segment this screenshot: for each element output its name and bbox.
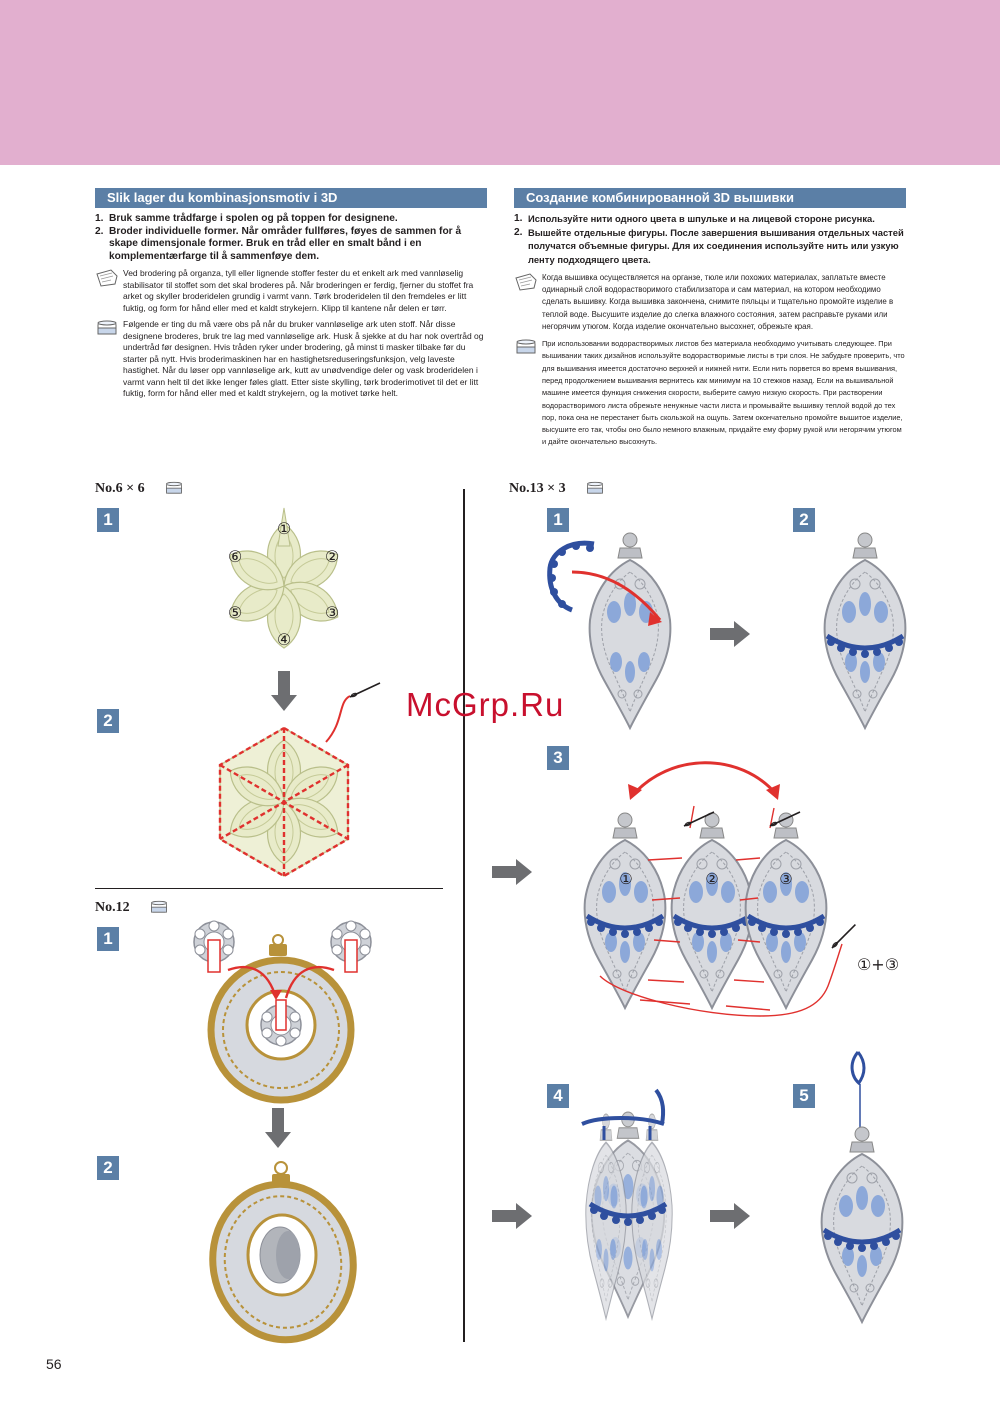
step-text: Вышейте отдельные фигуры. После завершения вышивания отдельных частей получатся объемные фигуры. Для их соединения используйте нить или узкую ленту подходящего цвета. <box>528 226 904 265</box>
model-title-text: No.13 × 3 <box>509 481 566 497</box>
step-box: 3 <box>547 746 569 770</box>
note-text: При использовании водорастворимых листов без материала необходимо учитывать следующее. При вышивании таких дизайнов используйте водорастворимые листы в три слоя. Не забудьте проверить, что для вышивания имеется достаточно верхней и нижней нити. Если нить порвется во время вышивания, перед продолжением вышивания вернитесь как минимум на 10 стежков назад. Если на вышивальной машине имеется функция снижения скорости, выберите самую низкую скорость. При растворении водорастворимого листа обрежьте ненужные части листа и промывайте вышивку теплой водой до тех пор, пока она не перестанет быть скользкой на ощупь. Затем окончательно промойте вышитое изделие, высушите его так, чтобы оно было немного влажным, придайте ему форму рукой или негорячим утюгом и дайте окончательно высохнуть. <box>542 339 905 447</box>
step-box: 1 <box>97 508 119 532</box>
step-box: 1 <box>547 508 569 532</box>
right-arrow-icon <box>492 859 532 885</box>
step-text: Broder individuelle former. Når områder fullføres, føyes de sammen for å skape dimensjonale former. Bruk en tråd eller en smalt bånd i en komplementærfarge til å sammenføye dem. <box>109 225 462 262</box>
down-arrow-icon <box>265 1108 291 1148</box>
piece-label: ① <box>619 870 633 888</box>
step-number: 1. <box>514 213 523 224</box>
section-heading-no: Slik lager du kombinasjonsmotiv i 3D <box>95 188 487 208</box>
ornament-step2 <box>825 533 906 728</box>
note-text: Когда вышивка осуществляется на органзе, тюле или похожих материалах, заплатьте вместе одинарный слой водорастворимого стабилизатора и сам материал, на котором необходимо сделать вышивку. Когда вышивка закончена, снимите пяльцы и тщательно промойте изделие в теплой воде. Высушите изделие до слегка влажного состояния, затем расправьте руками или негорячим утюгом. Когда изделие окончательно высохнет, обрежьте края. <box>542 273 894 331</box>
section-heading-ru: Создание комбинированной 3D вышивки <box>514 188 906 208</box>
note-text: Ved brodering på organza, tyll eller lignende stoffer fester du et enkelt ark med vannløselig stabilisator til stoffet som det skal broderes på. Når broderingen er ferdig, fjerner du stoffet fra arket og skyller broderidelen grundig i varmt vann. Tørk broderidelen til den fremdeles er litt fuktig, og form for hånd eller med et kaldt strykejern. Klipp til kantene når delen er tørr. <box>123 268 474 313</box>
right-arrow-icon <box>492 1203 532 1229</box>
right-arrow-icon <box>710 621 750 647</box>
ornaments-join <box>585 763 861 1016</box>
step-box: 4 <box>547 1084 569 1108</box>
hexagon-joined <box>220 696 350 876</box>
note-text: Følgende er ting du må være obs på når du bruker vannløselige ark uten stoff. Når disse designene broderes, bruk tre lag med vannløselige ark. Husk å sjekke at du har nok overtråd og undertråd før designen. Hvis tråden ryker under brodering, gå minst ti masker tilbake før du starter på nytt. Hvis broderimaskinen har en hastighetsreduseringsfunksjon, velg laveste hastighet. Når du løser opp vannløselige ark, kutt av unødvendige deler og vask broderidelen i varmt vann helt til det ikke lenger føles glatt. Etter siste skylling, tørk broderimotivet til det er litt fuktig, form for hånd eller med et kaldt strykejern, og la motivet tørke helt. <box>123 319 484 398</box>
bauble-step1 <box>194 921 371 1100</box>
step-number: 2. <box>95 225 104 237</box>
piece-label: ⑥ <box>227 547 243 566</box>
ornament-step5 <box>822 1052 903 1322</box>
piece-label: ⑤ <box>227 603 243 622</box>
step-text: Bruk samme trådfarge i spolen og på toppen for designene. <box>109 213 398 224</box>
step-number: 1. <box>95 213 104 224</box>
piece-label: ② <box>705 870 719 888</box>
ornament-step4 <box>582 1090 672 1319</box>
step-box: 2 <box>97 1156 119 1180</box>
ornament-step1 <box>590 533 671 728</box>
model-title-text: No.6 × 6 <box>95 481 145 497</box>
page-number: 56 <box>46 1356 62 1372</box>
step-box: 1 <box>97 927 119 951</box>
step-number: 2. <box>514 226 523 238</box>
join-label: ①+③ <box>856 955 900 974</box>
bauble-step2 <box>201 1162 366 1351</box>
piece-label: ④ <box>276 630 292 649</box>
watermark: McGrp.Ru <box>406 686 565 723</box>
down-arrow-icon <box>271 671 297 711</box>
piece-label: ② <box>324 547 340 566</box>
step-text: Используйте нити одного цвета в шпульке и на лицевой стороне рисунка. <box>528 213 875 224</box>
needle-icon <box>350 683 380 698</box>
right-arrow-icon <box>710 1203 750 1229</box>
piece-label: ③ <box>324 603 340 622</box>
piece-label: ① <box>276 519 292 538</box>
step-box: 2 <box>97 709 119 733</box>
step-box: 2 <box>793 508 815 532</box>
model-title-text: No.12 <box>95 900 130 916</box>
step-box: 5 <box>793 1084 815 1108</box>
piece-label: ③ <box>779 870 793 888</box>
